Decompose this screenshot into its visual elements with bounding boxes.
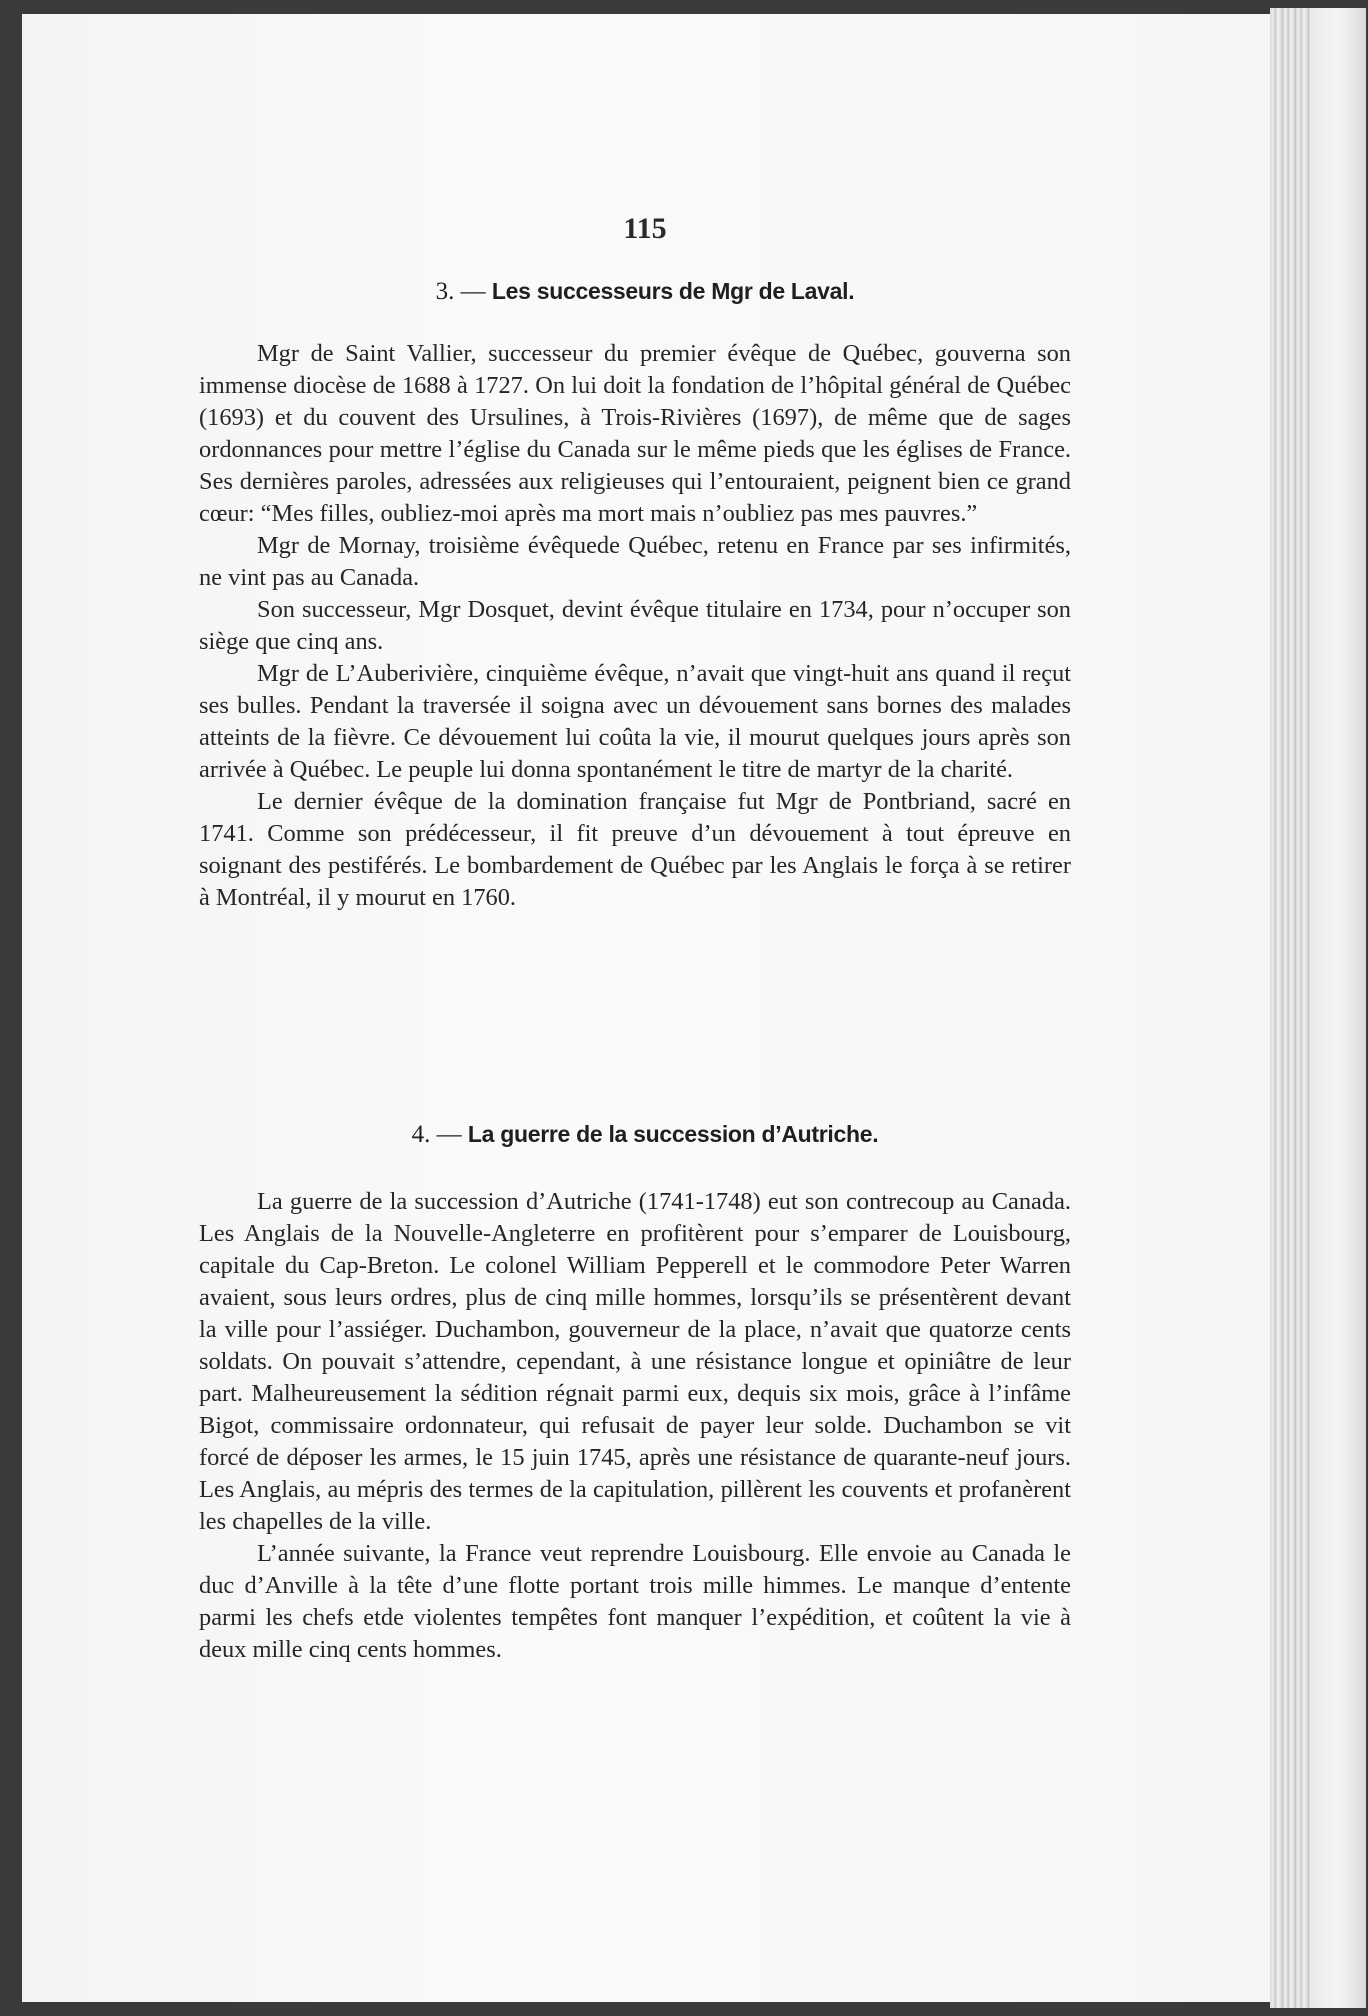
- page-number: 115: [623, 212, 667, 245]
- section-title: La guerre de la succession d’Autriche.: [467, 1121, 879, 1147]
- section-heading-4: [0, 1121, 1290, 1149]
- book-page: [22, 14, 1280, 2002]
- section-number: 3. —: [435, 278, 486, 305]
- section-heading-3: [0, 278, 1290, 306]
- section-number: 4. —: [411, 1121, 462, 1148]
- paragraph: L’année suivante, la France veut reprendre Louisbourg. Elle envoie au Canada le duc d’Anville à la tête d’une flotte portant trois mille himmes. Le manque d’entente parmi les chefs etde violentes tempêtes font manquer l’expédition, et coûtent la vie à deux mille cinq cents hommes.: [199, 1540, 1071, 1663]
- paragraph: La guerre de la succession d’Autriche (1741-1748) eut son contrecoup au Canada. Les Anglais de la Nouvelle-Angleterre en profitèrent pour s’emparer de Louisbourg, capitale du Cap-Breton. Le colonel William Pepperell et le commodore Peter Warren avaient, sous leurs ordres, plus de cinq mille hommes, lorsqu’ils se présentèrent devant la ville pour l’assiéger. Duchambon, gouverneur de la place, n’avait que quatorze cents soldats. On pouvait s’attendre, cependant, à une résistance longue et opiniâtre de leur part. Malheureusement la sédition régnait parmi eux, dequis six mois, grâce à l’infâme Bigot, commissaire ordonnateur, qui refusait de payer leur solde. Duchambon se vit forcé de déposer les armes, le 15 juin 1745, après une résistance de quarante-neuf jours. Les Anglais, au mépris des termes de la capitulation, pillèrent les couvents et profanèrent les chapelles de la ville.: [199, 1188, 1071, 1535]
- section-4-body: [199, 1186, 1071, 1666]
- paragraph: Mgr de L’Auberivière, cinquième évêque, n’avait que vingt-huit ans quand il reçut ses bulles. Pendant la traversée il soigna avec un dévouement sans bornes des malades atteints de la fièvre. Ce dévouement lui coûta la vie, il mourut quelques jours après son arrivée à Québec. Le peuple lui donna spontanément le titre de martyr de la charité.: [199, 660, 1071, 783]
- section-title: Les successeurs de Mgr de Laval.: [491, 278, 855, 304]
- paragraph: Le dernier évêque de la domination française fut Mgr de Pontbriand, sacré en 1741. Comme son prédécesseur, il fit preuve d’un dévouement à tout épreuve en soignant des pestiférés. Le bombardement de Québec par les Anglais le força à se retirer à Montréal, il y mourut en 1760.: [199, 788, 1071, 911]
- paragraph: Mgr de Saint Vallier, successeur du premier évêque de Québec, gouverna son immense diocèse de 1688 à 1727. On lui doit la fondation de l’hôpital général de Québec (1693) et du couvent des Ursulines, à Trois-Rivières (1697), de même que de sages ordonnances pour mettre l’église du Canada sur le même pieds que les églises de France. Ses dernières paroles, adressées aux religieuses qui l’entouraient, peignent bien ce grand cœur: “Mes filles, oubliez-moi après ma mort mais n’oubliez pas mes pauvres.”: [199, 340, 1071, 527]
- paragraph: Son successeur, Mgr Dosquet, devint évêque titulaire en 1734, pour n’occuper son siège que cinq ans.: [199, 596, 1071, 655]
- section-3-body: [199, 338, 1071, 914]
- page-edges: [1270, 8, 1366, 2008]
- paragraph: Mgr de Mornay, troisième évêquede Québec, retenu en France par ses infirmités, ne vint pas au Canada.: [199, 532, 1071, 591]
